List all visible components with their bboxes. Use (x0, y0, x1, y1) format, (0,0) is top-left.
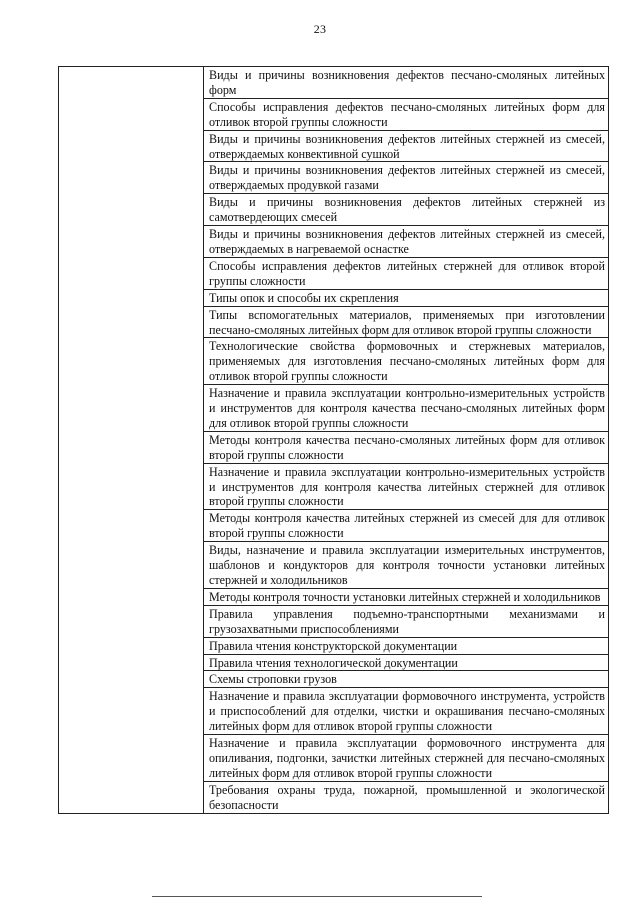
knowledge-table (58, 66, 609, 814)
table-cell (204, 588, 609, 605)
table-cell (204, 306, 609, 338)
knowledge-table-body (59, 67, 609, 814)
table-cell (204, 510, 609, 542)
requirement-text: Виды, назначение и правила эксплуатации измерительных инструментов, шаблонов и кондукторов для контроля точности установки литейных стержней и холодильников (209, 543, 605, 587)
table-cell (204, 385, 609, 432)
requirement-text: Виды и причины возникновения дефектов литейных стержней из самотвердеющих смесей (209, 195, 605, 225)
requirement-text: Способы исправления дефектов песчано-смоляных литейных форм для отливок второй группы сложности (209, 99, 605, 129)
table-cell (204, 605, 609, 637)
requirement-text: Виды и причины возникновения дефектов литейных стержней из смесей, отверждаемых продувкой газами (209, 163, 605, 193)
requirement-text: Назначение и правила эксплуатации контрольно-измерительных устройств и инструментов для контроля качества песчано-смоляных литейных форм для отливок второй группы сложности (209, 386, 605, 430)
table-cell (204, 463, 609, 510)
requirement-text: Виды и причины возникновения дефектов песчано-смоляных литейных форм (209, 68, 605, 97)
left-merged-cell (59, 67, 204, 814)
requirement-text: Типы опок и способы их скрепления (209, 290, 399, 305)
requirement-text: Правила чтения технологической документации (209, 655, 458, 670)
requirement-text: Способы исправления дефектов литейных стержней для отливок второй группы сложности (209, 258, 605, 288)
requirement-text: Виды и причины возникновения дефектов литейных стержней из смесей, отверждаемых конвективной сушкой (209, 131, 605, 161)
table-cell (204, 257, 609, 289)
requirement-text: Требования охраны труда, пожарной, промышленной и экологической безопасности (209, 782, 605, 812)
table-cell (204, 289, 609, 306)
table-cell (204, 735, 609, 782)
table-cell (204, 688, 609, 735)
table-cell (204, 671, 609, 688)
requirement-text: Технологические свойства формовочных и стержневых материалов, применяемых для изготовления песчано-смоляных литейных форм для отливок второй группы сложности (209, 339, 605, 384)
requirement-text: Назначение и правила эксплуатации контрольно-измерительных устройств и инструментов для контроля качества литейных стержней для отливок второй группы сложности (209, 464, 605, 509)
table-cell (204, 98, 609, 130)
requirement-text: Правила управления подъемно-транспортными механизмами и грузозахватными приспособлениями (209, 606, 605, 636)
table-cell (204, 162, 609, 194)
requirement-text: Типы вспомогательных материалов, применяемых при изготовлении песчано-смоляных литейных форм для отливок второй группы сложности (209, 307, 605, 337)
requirement-text: Схемы строповки грузов (209, 672, 337, 687)
requirement-text: Назначение и правила эксплуатации формовочного инструмента для опиливания, подгонки, зачистки литейных стержней для песчано-смоляных литейных форм для отливок второй группы сложности (209, 736, 605, 780)
table-cell (204, 781, 609, 813)
page-number: 23 (313, 22, 327, 36)
requirement-text: Методы контроля качества литейных стержней из смесей для для отливок второй группы сложности (209, 511, 605, 541)
table-cell (204, 67, 609, 99)
table-cell (204, 542, 609, 589)
requirement-text: Правила чтения конструкторской документации (209, 638, 458, 653)
requirement-text: Методы контроля точности установки литейных стержней и холодильников (209, 589, 601, 604)
requirement-text: Виды и причины возникновения дефектов литейных стержней из смесей, отверждаемых в нагреваемой оснастке (209, 227, 605, 256)
table-cell (204, 338, 609, 385)
table-cell (204, 130, 609, 162)
table-row (59, 67, 609, 99)
requirement-text: Назначение и правила эксплуатации формовочного инструмента, устройств и приспособлений для отделки, чистки и окрашивания песчано-смоляных литейных форм для отливок второй группы сложности (209, 689, 605, 734)
bottom-divider (152, 896, 482, 897)
table-cell (204, 654, 609, 671)
table-cell (204, 226, 609, 258)
table-cell (204, 637, 609, 654)
requirement-text: Методы контроля качества песчано-смоляных литейных форм для отливок второй группы сложности (209, 432, 605, 462)
table-cell (204, 431, 609, 463)
table-cell (204, 194, 609, 226)
